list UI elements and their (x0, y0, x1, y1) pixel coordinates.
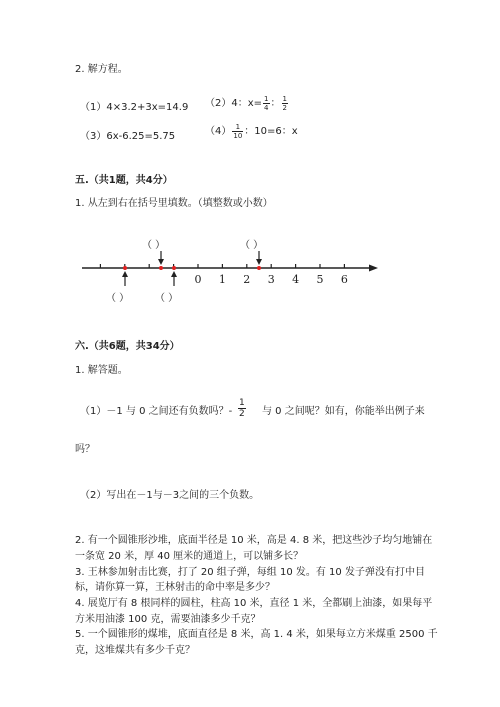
tick-labels (195, 273, 348, 286)
equation-1: （1）4×3.2+3x=14.9 (80, 102, 189, 113)
subquestion-1-part-c: 吗？ (75, 444, 95, 455)
question-2-line-2: 一条宽 20 米，厚 40 厘米的通道上，可以铺多长？ (75, 551, 304, 562)
tick-label: 6 (340, 273, 348, 286)
tick-label: 4 (292, 273, 300, 286)
fraction-one-tenth: $\frac{1}{10}$ (233, 122, 243, 140)
subquestion-1-part-b: 与 0 之间呢？如有，你能举出例子来 (262, 406, 425, 417)
section-5-question-1: 1. 从左到右在括号里填数。（填整数或小数） (75, 198, 273, 209)
point-marker-a (123, 266, 127, 270)
subquestion-1-part-a: （1）－1 与 0 之间还有负数吗？- (80, 406, 233, 417)
point-marker-c (172, 266, 176, 270)
fraction-one-quarter: $\frac{1}{4}$ (264, 94, 269, 112)
question-3-line-1: 3. 王林参加射击比赛，打了 20 组子弹，每组 10 发。有 10 发子弹没有打中目 (75, 567, 425, 578)
arrow-down-d-head (256, 259, 262, 265)
subquestion-1-fraction: $\frac{1}{2}$ (239, 398, 245, 419)
point-marker-b (159, 266, 163, 270)
section-5-header: 五.（共1题，共4分） (75, 175, 173, 186)
equation-4-prefix: （4） (205, 126, 232, 137)
tick-label: 3 (267, 273, 275, 286)
question-4-line-2: 方米用油漆 100 克，需要油漆多少千克？ (75, 614, 261, 625)
tick-label: 2 (243, 273, 251, 286)
question-2-line-1: 2. 有一个圆锥形沙堆，底面半径是 10 米，高是 4. 8 米，把这些沙子均匀地铺在 (75, 535, 433, 546)
arrow-up-a-head (122, 271, 128, 277)
tick-label: 5 (316, 273, 324, 286)
section-6-header: 六.（共6题，共34分） (75, 341, 180, 352)
equation-2-prefix: （2）4：x= (205, 98, 263, 109)
section-6-question-1-title: 1. 解答题。 (75, 365, 128, 376)
number-line-arrowhead (369, 265, 378, 272)
blank-below-a: （ ） (106, 293, 130, 304)
number-line-figure (0, 0, 500, 320)
equation-2-ratio-sign: ： (270, 98, 281, 109)
tick-label: 1 (218, 273, 226, 286)
subquestion-2: （2）写出在－1与－3之间的三个负数。 (80, 490, 260, 501)
question-5-line-1: 5. 一个圆锥形的煤堆，底面直径是 8 米，高 1. 4 米，如果每立方米煤重 2500 千 (75, 629, 438, 640)
equation-4-suffix: ：10=6：x (244, 126, 298, 137)
question-3-line-2: 标，请你算一算，王林射击的命中率是多少？ (75, 582, 275, 593)
tick-label: 0 (194, 273, 202, 286)
blank-below-c: （ ） (155, 293, 179, 304)
point-marker-d (257, 266, 261, 270)
arrow-up-c-head (171, 271, 177, 277)
question-4-line-1: 4. 展览厅有 8 根同样的圆柱，柱高 10 米，直径 1 米，全都刷上油漆，如果每平 (75, 598, 433, 609)
solve-equations-title: 2. 解方程。 (75, 64, 128, 75)
blank-above-b: （ ） (142, 240, 166, 251)
blank-above-d: （ ） (240, 240, 264, 251)
arrow-down-b-head (158, 259, 164, 265)
question-5-line-2: 克，这堆煤共有多少千克？ (75, 645, 195, 656)
fraction-one-half: $\frac{1}{2}$ (282, 94, 287, 112)
equation-3: （3）6x-6.25=5.75 (80, 131, 176, 142)
